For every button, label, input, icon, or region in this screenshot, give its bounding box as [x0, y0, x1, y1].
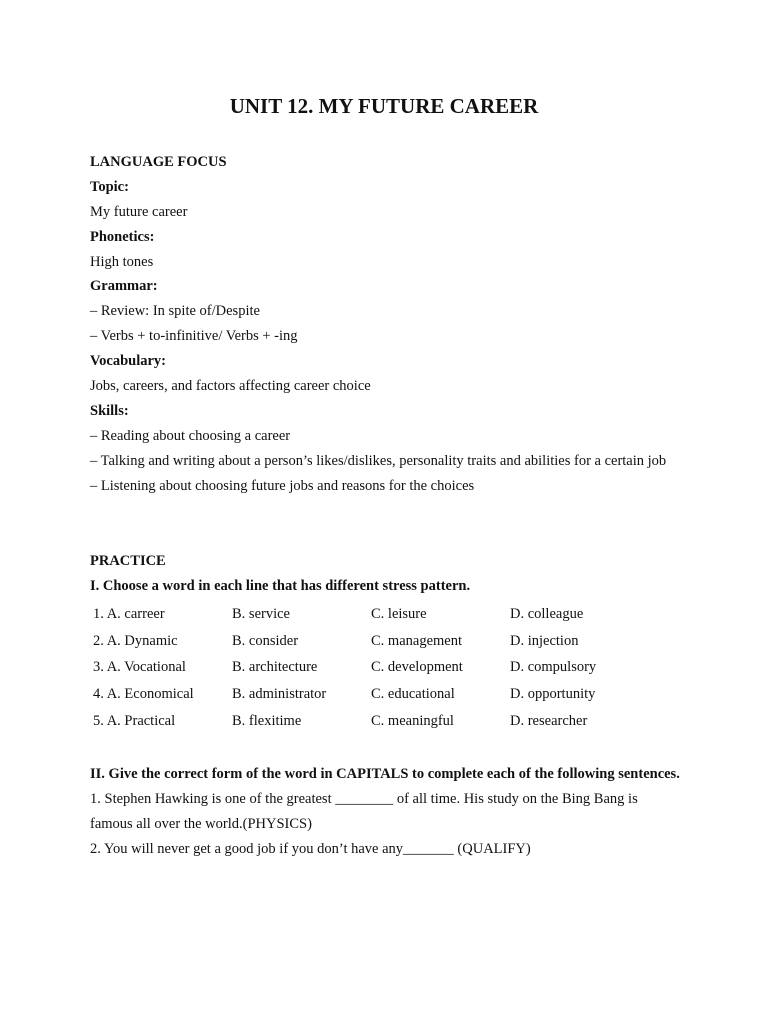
grammar-label: Grammar:	[90, 278, 158, 295]
option-d: D. opportunity	[510, 686, 596, 703]
option-b: B. architecture	[232, 659, 318, 676]
option-a: 5. A. Practical	[93, 712, 176, 729]
skills-item: – Talking and writing about a person’s likes/dislikes, personality traits and abilities for a certain job	[90, 452, 667, 469]
option-c: C. management	[371, 632, 463, 649]
option-b: B. flexitime	[232, 712, 302, 729]
page-title: UNIT 12. MY FUTURE CAREER	[229, 94, 539, 118]
practice-section	[90, 549, 690, 735]
grammar-item: – Review: In spite of/Despite	[90, 303, 260, 320]
option-b: B. administrator	[232, 686, 327, 703]
document-page	[90, 0, 690, 1024]
option-c: C. educational	[371, 686, 455, 703]
option-b: B. consider	[232, 632, 299, 649]
option-c: C. meaningful	[371, 712, 454, 729]
grammar-item: – Verbs + to-infinitive/ Verbs + -ing	[90, 328, 298, 345]
option-d: D. compulsory	[510, 659, 597, 676]
option-b: B. service	[232, 605, 290, 622]
vocabulary-text: Jobs, careers, and factors affecting career choice	[90, 378, 371, 395]
sentence-item: 1. Stephen Hawking is one of the greatest ________ of all time. His study on the Bing Bang is famous all over the world.(PHYSICS)	[90, 790, 638, 832]
stress-pattern-table	[90, 601, 660, 735]
practice-heading: PRACTICE	[90, 553, 166, 569]
word-form-section	[90, 762, 690, 862]
option-c: C. leisure	[371, 605, 427, 622]
option-d: D. colleague	[510, 605, 584, 622]
topic-text: My future career	[90, 203, 188, 220]
option-a: 4. A. Economical	[93, 686, 194, 703]
option-d: D. researcher	[510, 712, 588, 729]
language-focus-section	[90, 150, 690, 498]
question-row	[90, 628, 660, 655]
option-a: 3. A. Vocational	[93, 659, 186, 676]
option-d: D. injection	[510, 632, 579, 649]
phonetics-text: High tones	[90, 253, 154, 270]
topic-label: Topic:	[90, 178, 129, 195]
skills-item: – Reading about choosing a career	[90, 427, 291, 444]
skills-item: – Listening about choosing future jobs and reasons for the choices	[90, 477, 475, 494]
option-c: C. development	[371, 659, 463, 676]
question-row	[90, 681, 660, 708]
part1-instruction: I. Choose a word in each line that has different stress pattern.	[90, 577, 471, 594]
part2-instruction: II. Give the correct form of the word in CAPITALS to complete each of the following sentences.	[90, 766, 680, 782]
question-row	[90, 601, 660, 628]
skills-label: Skills:	[90, 402, 129, 419]
language-focus-heading: LANGUAGE FOCUS	[90, 154, 227, 170]
sentence-item: 2. You will never get a good job if you don’t have any_______ (QUALIFY)	[90, 840, 531, 857]
phonetics-label: Phonetics:	[90, 228, 155, 245]
vocabulary-label: Vocabulary:	[90, 353, 166, 370]
option-a: 1. A. carreer	[93, 605, 165, 622]
option-a: 2. A. Dynamic	[93, 632, 178, 649]
question-row	[90, 654, 660, 681]
question-row	[90, 708, 660, 735]
